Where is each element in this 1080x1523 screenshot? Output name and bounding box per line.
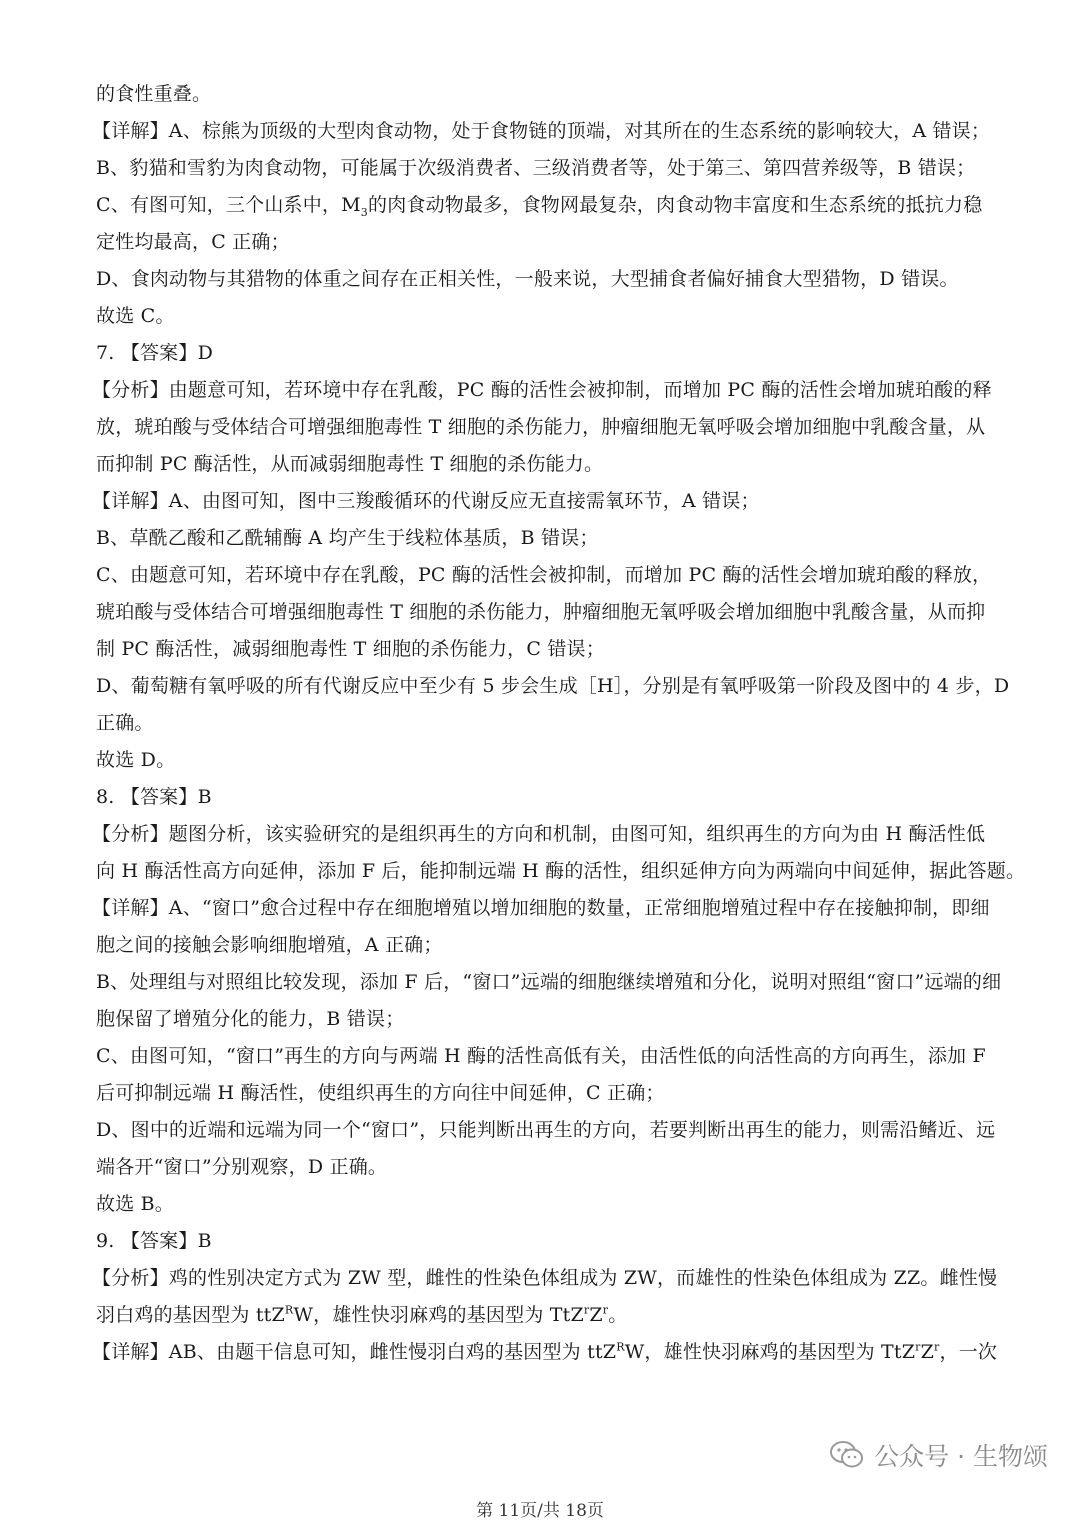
text-line: 定性均最高，C 正确；: [96, 231, 290, 253]
text-line: 正确。: [96, 712, 154, 734]
text-line: 向 H 酶活性高方向延伸，添加 F 后，能抑制远端 H 酶的活性，组织延伸方向为两端向中间延伸，据此答题。: [96, 860, 1026, 882]
text-line: 【详解】A、“窗口”愈合过程中存在细胞增殖以增加细胞的数量，正常细胞增殖过程中存在接触抑制，即细: [92, 897, 990, 919]
text-line: 制 PC 酶活性，减弱细胞毒性 T 细胞的杀伤能力，C 错误；: [96, 638, 605, 660]
watermark-text: 公众号 · 生物颂: [874, 1442, 1048, 1471]
text-line: 【详解】AB、由题干信息可知，雌性慢羽白鸡的基因型为 ttZ$^R$W，雄性快羽麻鸡的基因型为 $TtZ^rZ^r$，一次: [92, 1340, 998, 1363]
text-line: B、豹猫和雪豹为肉食动物，可能属于次级消费者、三级消费者等，处于第三、第四营养级等，B 错误；: [96, 157, 976, 179]
answer-heading-7: 7. 【答案】D: [96, 342, 214, 364]
text-line: B、处理组与对照组比较发现，添加 F 后，“窗口”远端的细胞继续增殖和分化，说明对照组“窗口”远端的细: [96, 971, 1002, 993]
answer-heading-9: 9. 【答案】B: [96, 1230, 212, 1252]
text-line: 羽白鸡的基因型为 ttZ$^R$W，雄性快羽麻鸡的基因型为 $TtZ^rZ^r$。: [96, 1303, 628, 1326]
text-line: 【分析】题图分析，该实验研究的是组织再生的方向和机制，由图可知，组织再生的方向为由 H 酶活性低: [92, 823, 986, 845]
text-line: C、有图可知，三个山系中，$M_3$的肉食动物最多，食物网最复杂，肉食动物丰富度和生态系统的抵抗力稳: [96, 194, 983, 219]
text-line: 的食性重叠。: [96, 83, 212, 105]
text-line: 胞保留了增殖分化的能力，B 错误；: [96, 1008, 405, 1030]
document-body: [92, 76, 1026, 1371]
text-line: 【分析】鸡的性别决定方式为 ZW 型，雌性的性染色体组成为 ZW，而雄性的性染色体组成为 ZZ。雌性慢: [92, 1267, 998, 1289]
text-line: C、由题意可知，若环境中存在乳酸，PC 酶的活性会被抑制，而增加 PC 酶的活性会增加琥珀酸的释放，: [96, 564, 992, 586]
text-line: 【分析】由题意可知，若环境中存在乳酸，PC 酶的活性会被抑制，而增加 PC 酶的活性会增加琥珀酸的释: [92, 379, 992, 401]
answer-heading-8: 8. 【答案】B: [96, 786, 212, 808]
text-line: 后可抑制远端 H 酶活性，使组织再生的方向往中间延伸，C 正确；: [96, 1082, 665, 1104]
text-line: C、由图可知，“窗口”再生的方向与两端 H 酶的活性高低有关，由活性低的向活性高的方向再生，添加 F: [96, 1045, 986, 1067]
text-line: 琥珀酸与受体结合可增强细胞毒性 T 细胞的杀伤能力，肿瘤细胞无氧呼吸会增加细胞中乳酸含量，从而抑: [96, 601, 986, 623]
text-line: 胞之间的接触会影响细胞增殖，A 正确；: [96, 934, 443, 956]
text-line: B、草酰乙酸和乙酰辅酶 A 均产生于线粒体基质，B 错误；: [96, 527, 599, 549]
text-line: D、图中的近端和远端为同一个“窗口”，只能判断出再生的方向，若要判断出再生的能力，则需沿鳍近、远: [96, 1119, 996, 1141]
wechat-icon: [830, 1440, 864, 1470]
text-line: 而抑制 PC 酶活性，从而减弱细胞毒性 T 细胞的杀伤能力。: [96, 453, 604, 475]
text-line: 【详解】A、棕熊为顶级的大型肉食动物，处于食物链的顶端，对其所在的生态系统的影响较大，A 错误；: [92, 120, 991, 142]
watermark: [830, 1437, 1048, 1473]
text-line: 故选 D。: [96, 749, 176, 771]
text-line: 【详解】A、由图可知，图中三羧酸循环的代谢反应无直接需氧环节，A 错误；: [92, 490, 760, 512]
text-line: 端各开“窗口”分别观察，D 正确。: [96, 1156, 388, 1178]
text-line: 故选 C。: [96, 305, 175, 327]
text-line: D、葡萄糖有氧呼吸的所有代谢反应中至少有 5 步会生成［H］，分别是有氧呼吸第一阶段及图中的 4 步，D: [96, 675, 1010, 697]
text-line: 放，琥珀酸与受体结合可增强细胞毒性 T 细胞的杀伤能力，肿瘤细胞无氧呼吸会增加细胞中乳酸含量，从: [96, 416, 986, 438]
text-line: 故选 B。: [96, 1193, 175, 1215]
text-line: D、食肉动物与其猎物的体重之间存在正相关性，一般来说，大型捕食者偏好捕食大型猎物，D 错误。: [96, 268, 959, 290]
page-number: 第 11页/共 18页: [476, 1501, 604, 1521]
